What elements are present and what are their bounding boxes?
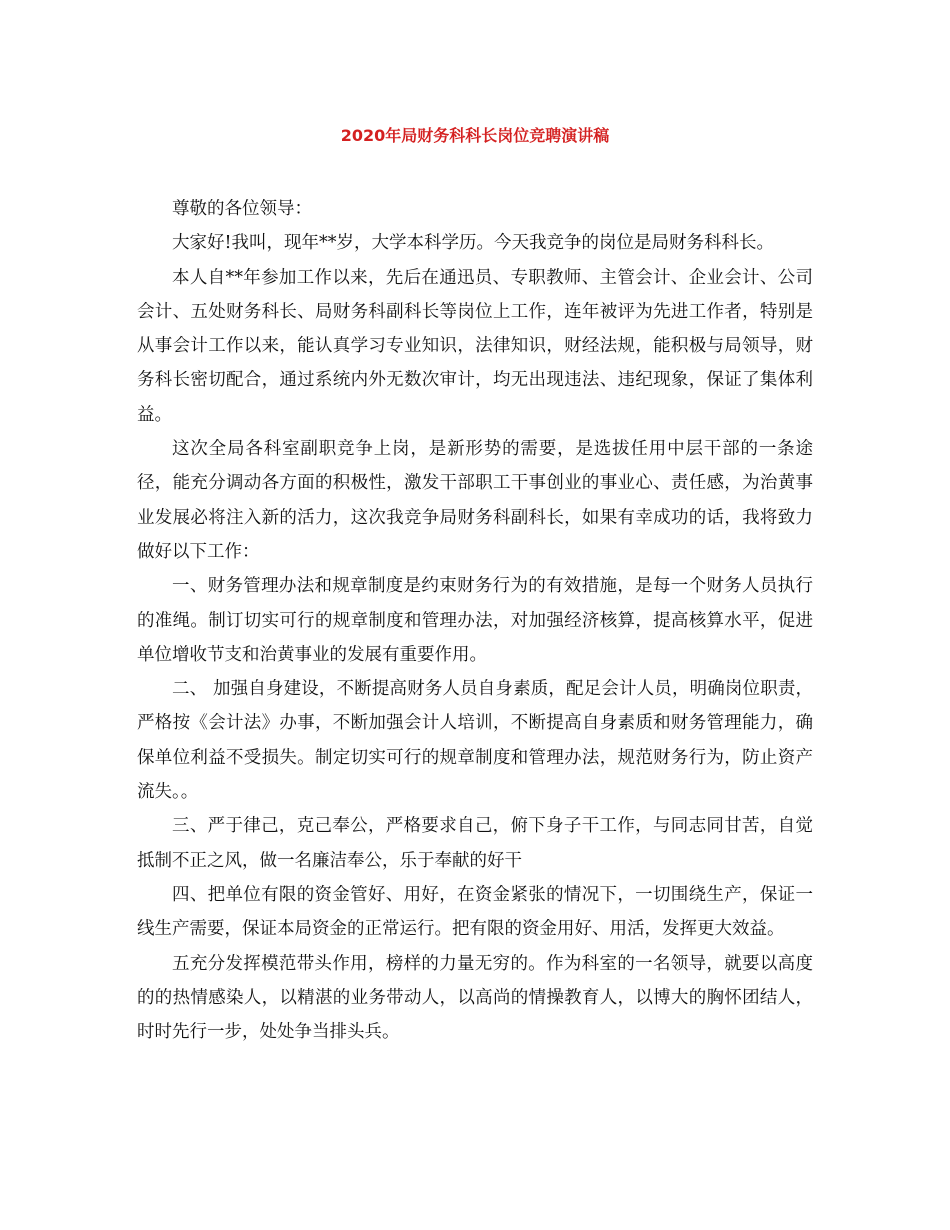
motivation-paragraph: 这次全局各科室副职竞争上岗，是新形势的需要，是选拔任用中层干部的一条途径，能充分调动各方面的积极性，激发干部职工干事创业的事业心、责任感，为治黄事业发展必将注入新的活力，这次我竞争局财务科副科长，如果有幸成功的话，我将致力做好以下工作： <box>137 439 813 562</box>
plan-item-5-paragraph: 五充分发挥模范带头作用，榜样的力量无穷的。作为科室的一名领导，就要以高度的的热情感染人，以精湛的业务带动人，以高尚的情操教育人，以博大的胸怀团结人，时时先行一步，处处争当排头兵。 <box>137 953 813 1043</box>
plan-item-3-paragraph: 三、严于律己，克己奉公，严格要求自己，俯下身子干工作，与同志同甘苦，自觉抵制不正之风，做一名廉洁奉公，乐于奉献的好干 <box>137 816 813 871</box>
document-title: 2020年局财务科科长岗位竞聘演讲稿 <box>340 126 610 145</box>
plan-item-2-paragraph: 二、 加强自身建设，不断提高财务人员自身素质，配足会计人员，明确岗位职责，严格按《会计法》办事，不断加强会计人培训，不断提高自身素质和财务管理能力，确保单位利益不受损失。制定切实可行的规章制度和管理办法，规范财务行为，防止资产流失。。 <box>137 679 813 803</box>
salutation-paragraph: 尊敬的各位领导： <box>172 199 312 219</box>
document-body <box>137 192 813 1049</box>
plan-item-1-paragraph: 一、财务管理办法和规章制度是约束财务行为的有效措施，是每一个财务人员执行的准绳。制订切实可行的规章制度和管理办法，对加强经济核算，提高核算水平，促进单位增收节支和治黄事业的发展有重要作用。 <box>137 576 813 665</box>
background-paragraph: 本人自**年参加工作以来，先后在通迅员、专职教师、主管会计、企业会计、公司会计、五处财务科长、局财务科副科长等岗位上工作，连年被评为先进工作者，特别是从事会计工作以来，能认真学习专业知识，法律知识，财经法规，能积极与局领导，财务科长密切配合，通过系统内外无数次审计，均无出现违法、违纪现象，保证了集体利益。 <box>137 267 813 425</box>
plan-item-4-paragraph: 四、把单位有限的资金管好、用好，在资金紧张的情况下，一切围绕生产，保证一线生产需要，保证本局资金的正常运行。把有限的资金用好、用活，发挥更大效益。 <box>137 884 813 940</box>
greeting-paragraph: 大家好!我叫，现年**岁，大学本科学历。今天我竞争的岗位是局财务科科长。 <box>172 233 775 254</box>
